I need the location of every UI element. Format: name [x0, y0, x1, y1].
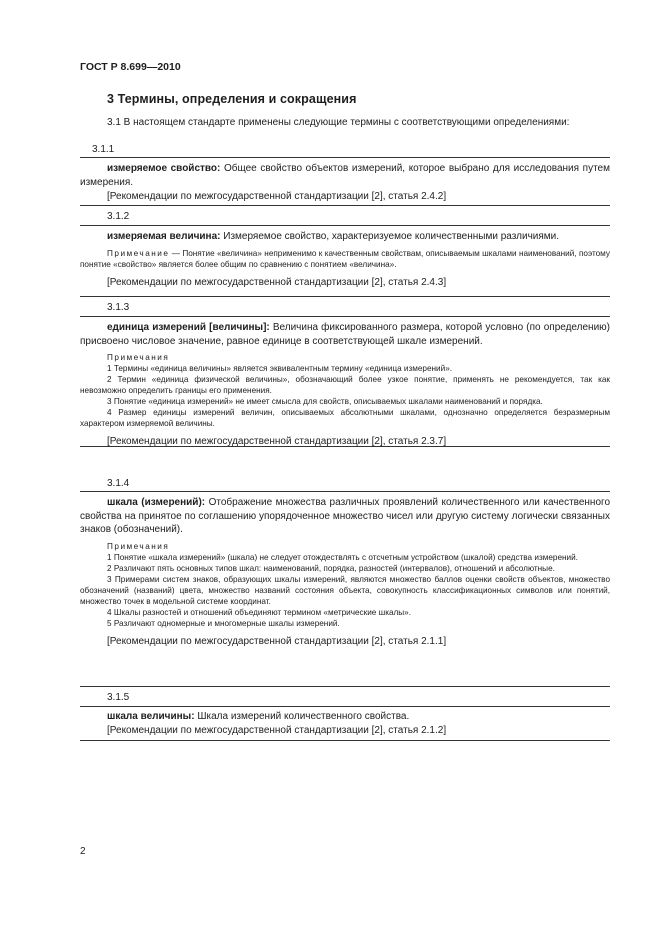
note-item: 5 Различают одномерные и многомерные шкалы измерений.: [107, 618, 340, 628]
term-definition: [80, 162, 610, 189]
definition-text: Шкала измерений количественного свойства.: [194, 711, 410, 722]
term-definition: [80, 321, 610, 348]
term-definition: [80, 710, 610, 724]
term-definition: [80, 230, 610, 244]
definition-text: Величина фиксированного размера, которой условно (по определению) присвоено числовое значение, равное единице в соответствующей шкале измерений.: [80, 322, 610, 347]
note-item: 1 Понятие «шкала измерений» (шкала) не следует отождествлять с отсчетным устройством (шкалой) средства измерений.: [107, 552, 578, 562]
definition-text: Общее свойство объектов измерений, которое выбрано для исследования путем измерения.: [80, 163, 610, 188]
definition-text: Измеряемое свойство, характеризуемое количественными различиями.: [220, 231, 560, 242]
term-entry-box: [80, 316, 610, 447]
notes-heading: Примечания: [107, 353, 170, 362]
source-reference: [Рекомендации по межгосударственной стандартизации [2], статья 2.3.7]: [107, 436, 447, 447]
term-name: шкала величины:: [107, 711, 195, 722]
source-reference: [Рекомендации по межгосударственной стандартизации [2], статья 2.1.1]: [107, 635, 447, 647]
note-text: — Понятие «величина» неприменимо к качественным свойствам, описываемым шкалами наименований, поэтому понятие «свойство» является более общим по сравнению с понятием «величина».: [80, 248, 610, 269]
note-item: 2 Термин «единица физической величины», обозначающий более узкое понятие, применять не рекомендуется, так как невозможно определить границы его применения.: [80, 375, 610, 395]
page-number: 2: [80, 846, 86, 857]
entry-number: 3.1.2: [107, 211, 130, 222]
note-item: 4 Размер единицы измерений величин, описываемых абсолютными шкалами, однозначно определяется безразмерным характером измеряемой величины.: [80, 408, 610, 428]
term-entry-box: [80, 225, 610, 297]
note-item: 1 Термины «единица величины» является эквивалентным термину «единица измерений».: [107, 364, 453, 373]
entry-number: 3.1.3: [107, 302, 130, 313]
term-definition: [80, 496, 610, 537]
document-id: ГОСТ Р 8.699—2010: [80, 61, 181, 73]
term-name: единица измерений [величины]:: [107, 322, 270, 333]
note: [80, 248, 610, 270]
term-name: шкала (измерений):: [107, 497, 206, 508]
section-title: 3 Термины, определения и сокращения: [107, 92, 357, 106]
definition-text: Отображение множества различных проявлений количественного или качественного свойства на принятое по соглашению упорядоченное множество чисел или другую систему логически связанных знаков (обозначений).: [80, 497, 611, 535]
note-item: 2 Различают пять основных типов шкал: наименований, порядка, разностей (интервалов), отношений и абсолютные.: [107, 563, 555, 573]
entry-number: 3.1.4: [107, 478, 130, 489]
term-name: измеряемое свойство:: [107, 163, 221, 174]
source-reference: [Рекомендации по межгосударственной стандартизации [2], статья 2.4.2]: [107, 191, 447, 202]
entry-number: 3.1.5: [107, 692, 130, 703]
intro-paragraph: 3.1 В настоящем стандарте применены следующие термины с соответствующими определениями:: [107, 117, 570, 128]
term-name: измеряемая величина:: [107, 231, 221, 242]
entry-number: 3.1.1: [92, 144, 115, 155]
term-entry-box: [80, 157, 610, 206]
source-reference: [Рекомендации по межгосударственной стандартизации [2], статья 2.1.2]: [107, 724, 447, 736]
source-reference: [Рекомендации по межгосударственной стандартизации [2], статья 2.4.3]: [107, 276, 447, 288]
term-entry-box: [80, 491, 610, 687]
note-item: 4 Шкалы разностей и отношений объединяют термином «метрические шкалы».: [107, 607, 412, 617]
note-item: 3 Понятие «единица измерений» не имеет смысла для свойств, описываемых шкалами наименований и порядка.: [107, 397, 543, 406]
term-entry-box: [80, 706, 610, 741]
note-label: Примечание: [107, 248, 170, 258]
note-item: 3 Примерами систем знаков, образующих шкалы измерений, являются множество баллов оценки свойств объектов, множество обозначений (названий) цвета, множество названий состояния объекта, совокупность классификационных символов или понятий, множество точек в модельной системе координат.: [80, 574, 610, 606]
notes-heading: Примечания: [107, 541, 170, 551]
